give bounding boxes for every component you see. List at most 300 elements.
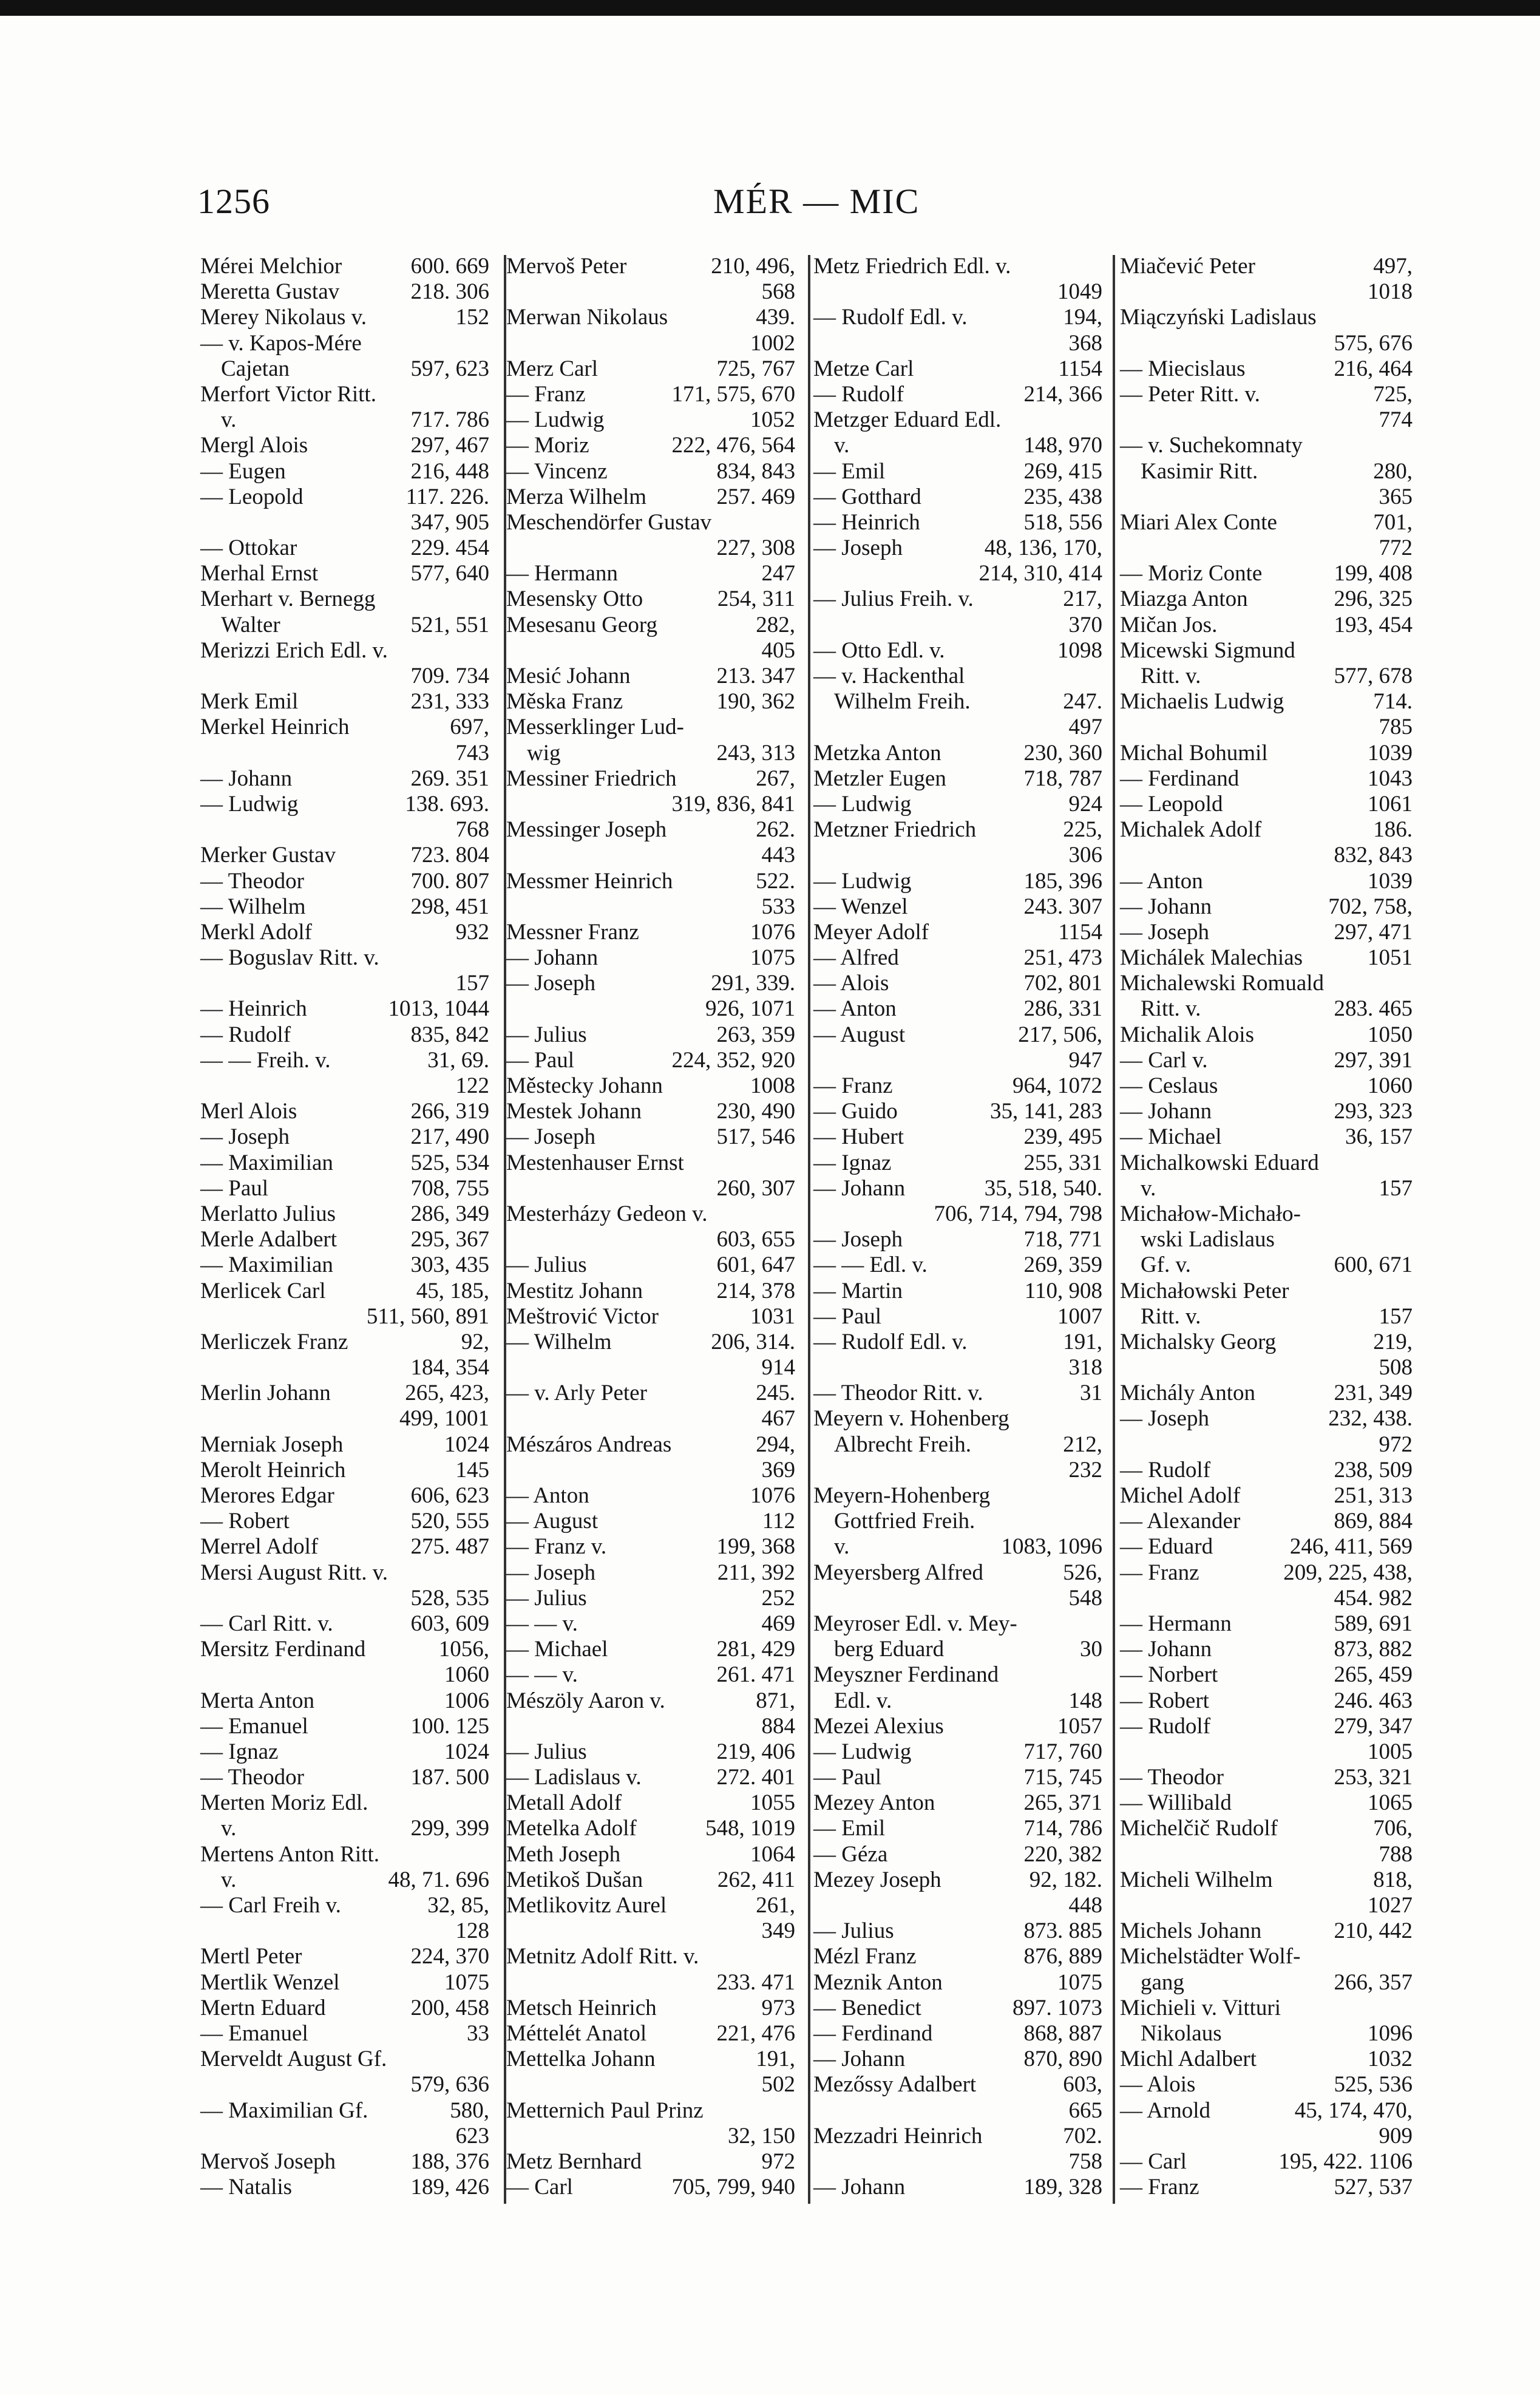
entry-name: Meyszner Ferdinand <box>813 1662 999 1688</box>
entry-name: — Johann <box>813 2047 906 2072</box>
entry-pages: 528, 535 <box>410 1585 489 1611</box>
entry-name: Meschendörfer Gustav <box>506 509 712 535</box>
index-entry <box>200 1688 489 1714</box>
index-entry <box>506 1099 795 1124</box>
index-entry-continuation <box>813 1893 1102 1918</box>
entry-name: Merrel Adolf <box>200 1534 319 1560</box>
index-entry-continuation <box>1120 1893 1413 1918</box>
entry-name: Meth Joseph <box>506 1841 621 1867</box>
entry-name: — Ottokar <box>200 535 297 561</box>
index-entry <box>1120 2021 1413 2047</box>
entry-pages: 1005 <box>1368 1739 1413 1764</box>
index-entry <box>200 484 489 510</box>
index-entry <box>813 2072 1102 2098</box>
index-entry <box>1120 996 1413 1022</box>
index-entry <box>200 1099 489 1124</box>
entry-pages: 577, 678 <box>1334 664 1413 688</box>
index-entry <box>813 920 1102 945</box>
entry-pages: 269. 351 <box>410 766 489 791</box>
index-entry <box>813 1714 1102 1739</box>
entry-pages: 725, 767 <box>716 356 795 381</box>
entry-name: Ritt. v. <box>1141 996 1201 1022</box>
entry-name: Merores Edgar <box>200 1483 334 1508</box>
index-entry <box>813 305 1102 330</box>
entry-name: Meznik Anton <box>813 1969 943 1995</box>
index-entry <box>813 1662 1102 1688</box>
entry-pages: 235, 438 <box>1023 484 1102 509</box>
index-entry <box>200 356 489 382</box>
entry-name: Merkel Heinrich <box>200 715 350 740</box>
entry-pages: 665 <box>1068 2098 1102 2123</box>
entry-name: Mersi August Ritt. v. <box>200 1560 388 1585</box>
index-entry <box>1120 1970 1413 1996</box>
entry-pages: 1083, 1096 <box>1001 1534 1102 1560</box>
index-entry <box>200 1842 489 1867</box>
index-entry <box>506 613 795 638</box>
entry-pages: 189, 328 <box>1023 2175 1102 2200</box>
entry-name: — Carl <box>506 2175 573 2200</box>
entry-name: — Joseph <box>1120 1406 1209 1432</box>
index-entry <box>813 945 1102 971</box>
entry-pages: 772 <box>1379 535 1413 561</box>
entry-name: Merhal Ernst <box>200 561 319 586</box>
index-entry-continuation <box>813 1048 1102 1073</box>
page-header: MÉR — MIC <box>713 182 920 221</box>
index-entry-continuation <box>506 894 795 920</box>
entry-pages: 210, 496, <box>711 254 795 279</box>
entry-pages: 188, 376 <box>410 2149 489 2174</box>
entry-pages: 508 <box>1379 1355 1413 1381</box>
index-entry <box>1120 1790 1413 1816</box>
entry-name: — Joseph <box>506 971 595 996</box>
entry-name: Mezei Alexius <box>813 1713 944 1739</box>
index-entry-continuation <box>506 1355 795 1381</box>
entry-pages: 247. <box>1063 689 1102 715</box>
entry-pages: 303, 435 <box>410 1252 489 1278</box>
entry-pages: 601, 647 <box>716 1252 795 1278</box>
entry-name: Merta Anton <box>200 1688 315 1713</box>
entry-name: Metikoš Dušan <box>506 1867 643 1892</box>
index-entry <box>1120 689 1413 715</box>
entry-pages: 924 <box>1068 791 1102 817</box>
entry-name: — v. Suchekomnaty <box>1120 433 1303 458</box>
entry-name: Meštrović Victor <box>506 1303 659 1329</box>
entry-name: — Johann <box>813 1175 906 1201</box>
entry-pages: 184, 354 <box>410 1355 489 1381</box>
entry-pages: 1008 <box>750 1073 795 1098</box>
entry-pages: 233. 471 <box>716 1969 795 1995</box>
index-entry-continuation <box>506 279 795 305</box>
index-entry-continuation <box>200 1355 489 1381</box>
entry-pages: 230, 490 <box>716 1099 795 1124</box>
entry-name: Metzner Friedrich <box>813 817 977 843</box>
entry-pages: 1051 <box>1368 945 1413 971</box>
index-entry <box>813 971 1102 996</box>
index-entry <box>813 1279 1102 1304</box>
entry-name: — Johann <box>200 766 293 791</box>
entry-name: Michelstädter Wolf- <box>1120 1944 1301 1969</box>
entry-pages: 191, <box>756 2047 795 2072</box>
entry-pages: 200, 458 <box>410 1995 489 2020</box>
entry-name: Městecky Johann <box>506 1073 663 1098</box>
index-entry <box>200 1048 489 1073</box>
entry-name: Michelčič Rudolf <box>1120 1816 1278 1841</box>
entry-pages: 368 <box>1068 330 1102 356</box>
index-entry <box>813 638 1102 664</box>
index-entry <box>506 1996 795 2021</box>
entry-name: Kasimir Ritt. <box>1141 458 1258 484</box>
index-entry <box>200 433 489 458</box>
entry-name: — v. Arly Peter <box>506 1381 647 1406</box>
entry-pages: 603, 655 <box>716 1227 795 1252</box>
index-entry <box>813 1176 1102 1201</box>
entry-pages: 299, 399 <box>410 1816 489 1841</box>
entry-pages: 298, 451 <box>410 894 489 919</box>
entry-name: — Rudolf <box>813 381 904 407</box>
index-entry <box>813 407 1102 433</box>
index-entry <box>506 1867 795 1893</box>
entry-name: Messiner Friedrich <box>506 766 677 791</box>
index-entry-continuation <box>506 535 795 561</box>
index-entry-continuation <box>813 2098 1102 2124</box>
index-entry <box>200 869 489 894</box>
index-entry <box>1120 561 1413 586</box>
index-entry <box>200 1483 489 1509</box>
index-entry <box>200 1458 489 1483</box>
index-entry-continuation <box>1120 1586 1413 1611</box>
index-entry-continuation <box>1120 1842 1413 1867</box>
index-entry-continuation <box>506 792 795 817</box>
entry-pages: 251, 473 <box>1023 945 1102 971</box>
entry-pages: 589, 691 <box>1334 1611 1413 1636</box>
index-entry-continuation <box>813 613 1102 638</box>
entry-name: Meretta Gustav <box>200 279 340 305</box>
entry-pages: 243. 307 <box>1023 894 1102 919</box>
index-entry <box>1120 1252 1413 1278</box>
entry-name: Edl. v. <box>834 1688 892 1713</box>
entry-pages: 708, 755 <box>410 1175 489 1201</box>
index-entry-continuation <box>813 2149 1102 2175</box>
entry-pages: 266, 319 <box>410 1099 489 1124</box>
index-entry <box>200 1176 489 1201</box>
entry-name: Michalek Adolf <box>1120 817 1262 843</box>
index-entry <box>1120 613 1413 638</box>
entry-name: wski Ladislaus <box>1141 1227 1275 1252</box>
entry-name: Messinger Joseph <box>506 817 667 843</box>
index-entry <box>506 1509 795 1534</box>
index-entry-continuation <box>1120 279 1413 305</box>
entry-pages: 128 <box>455 1918 489 1944</box>
entry-pages: 238, 509 <box>1334 1457 1413 1483</box>
entry-pages: 1050 <box>1368 1022 1413 1047</box>
entry-pages: 224, 370 <box>410 1944 489 1969</box>
index-entry <box>506 254 795 279</box>
entry-name: Metnitz Adolf Ritt. v. <box>506 1944 699 1969</box>
index-entry <box>200 920 489 945</box>
index-entry <box>506 689 795 715</box>
index-entry <box>813 1918 1102 1944</box>
entry-name: — Hermann <box>506 561 618 586</box>
entry-name: — Ferdinand <box>1120 766 1240 791</box>
index-entry <box>1120 1099 1413 1124</box>
entry-pages: 700. 807 <box>410 868 489 894</box>
entry-pages: 100. 125 <box>410 1713 489 1739</box>
index-entry <box>506 664 795 689</box>
index-entry-continuation <box>506 638 795 664</box>
index-entry <box>506 2098 795 2124</box>
index-entry <box>813 1406 1102 1432</box>
entry-pages: 1055 <box>750 1790 795 1816</box>
index-entry-continuation <box>200 1662 489 1688</box>
entry-pages: 251, 313 <box>1334 1483 1413 1508</box>
entry-pages: 32, 150 <box>728 2123 795 2149</box>
index-entry <box>1120 1458 1413 1483</box>
index-entry <box>1120 1483 1413 1509</box>
entry-name: v. <box>221 1816 237 1841</box>
index-entry <box>1120 1996 1413 2021</box>
entry-pages: 600. 669 <box>410 254 489 279</box>
entry-name: Metsch Heinrich <box>506 1995 657 2020</box>
index-entry <box>506 1432 795 1458</box>
entry-pages: 152 <box>455 305 489 330</box>
entry-name: — v. Kapos-Mére <box>200 330 362 356</box>
entry-name: Metternich Paul Prinz <box>506 2098 704 2123</box>
entry-pages: 580, <box>450 2098 489 2123</box>
index-entry <box>200 1381 489 1406</box>
index-entry-continuation <box>1120 535 1413 561</box>
entry-pages: 725, <box>1373 381 1413 407</box>
index-entry <box>1120 1201 1413 1227</box>
entry-pages: 286, 331 <box>1023 996 1102 1022</box>
index-entry <box>813 1073 1102 1099</box>
entry-name: — Alois <box>813 971 889 996</box>
index-entry <box>1120 1022 1413 1048</box>
entry-name: — Anton <box>813 996 897 1022</box>
entry-pages: 714. <box>1373 689 1413 715</box>
index-entry-continuation <box>200 1586 489 1611</box>
entry-pages: 211, 392 <box>717 1560 795 1585</box>
index-entry <box>1120 1048 1413 1073</box>
entry-name: — August <box>506 1509 599 1534</box>
index-entry <box>813 1944 1102 1969</box>
entry-name: Mestitz Johann <box>506 1278 643 1303</box>
index-entry <box>506 1688 795 1714</box>
index-entry <box>813 1765 1102 1790</box>
index-entry <box>813 2124 1102 2149</box>
entry-name: Mérei Melchior <box>200 254 342 279</box>
entry-pages: 112 <box>762 1509 795 1534</box>
index-entry-continuation <box>1120 715 1413 740</box>
index-entry <box>1120 817 1413 843</box>
index-entry <box>813 1560 1102 1586</box>
index-entry <box>1120 1304 1413 1330</box>
entry-name: — Ladislaus v. <box>506 1765 642 1790</box>
entry-pages: 122 <box>455 1073 489 1098</box>
entry-name: — — Freih. v. <box>200 1047 331 1073</box>
index-entry <box>506 971 795 996</box>
index-entry <box>506 484 795 510</box>
entry-pages: 497, <box>1373 254 1413 279</box>
entry-pages: 1076 <box>750 1483 795 1508</box>
entry-pages: 199, 408 <box>1334 561 1413 586</box>
entry-name: Merlatto Julius <box>200 1201 336 1226</box>
entry-pages: 869, 884 <box>1334 1509 1413 1534</box>
entry-name: — Willibald <box>1120 1790 1232 1816</box>
index-entry <box>1120 1509 1413 1534</box>
index-entry <box>506 766 795 792</box>
entry-pages: 216, 464 <box>1334 356 1413 381</box>
index-entry <box>1120 971 1413 996</box>
index-entry-continuation <box>813 1586 1102 1611</box>
entry-pages: 35, 518, 540. <box>984 1175 1102 1201</box>
entry-name: — Johann <box>1120 1637 1212 1662</box>
entry-pages: 884 <box>761 1713 795 1739</box>
entry-pages: 286, 349 <box>410 1201 489 1226</box>
index-entry <box>200 766 489 792</box>
index-entry <box>200 305 489 330</box>
entry-pages: 318 <box>1068 1355 1102 1381</box>
entry-name: — Ignaz <box>200 1739 279 1764</box>
entry-name: Merwan Nikolaus <box>506 305 668 330</box>
index-entry <box>506 1637 795 1662</box>
entry-pages: 229. 454 <box>410 535 489 561</box>
entry-name: Michálek Malechias <box>1120 945 1303 971</box>
entry-name: — Joseph <box>813 1227 903 1252</box>
entry-pages: 92, 182. <box>1029 1867 1102 1892</box>
entry-name: — Paul <box>813 1303 882 1329</box>
entry-name: Metall Adolf <box>506 1790 622 1816</box>
entry-name: Méttelét Anatol <box>506 2020 647 2046</box>
index-entry <box>506 1022 795 1048</box>
entry-pages: 194, <box>1063 305 1102 330</box>
index-entry <box>813 1304 1102 1330</box>
entry-name: Mezey Joseph <box>813 1867 941 1892</box>
entry-pages: 947 <box>1068 1047 1102 1073</box>
index-entry <box>506 1252 795 1278</box>
index-entry <box>813 535 1102 561</box>
entry-name: — Paul <box>506 1047 575 1073</box>
entry-name: — Heinrich <box>813 509 920 535</box>
index-entry-continuation <box>1120 484 1413 510</box>
entry-pages: 579, 636 <box>410 2072 489 2098</box>
entry-name: — Benedict <box>813 1995 921 2020</box>
entry-pages: 222, 476, 564 <box>671 433 795 458</box>
entry-pages: 191, <box>1063 1329 1102 1354</box>
entry-pages: 469 <box>761 1611 795 1636</box>
index-entry <box>1120 254 1413 279</box>
entry-name: — Julius <box>813 1918 894 1944</box>
index-entry <box>813 433 1102 458</box>
entry-name: — Arnold <box>1120 2098 1211 2123</box>
index-entry-continuation <box>1120 1355 1413 1381</box>
index-entry <box>506 1201 795 1227</box>
index-entry-continuation <box>200 1304 489 1330</box>
entry-pages: 252 <box>761 1585 795 1611</box>
entry-pages: 31, 69. <box>427 1047 489 1073</box>
entry-name: Metzler Eugen <box>813 766 946 791</box>
entry-name: Merveldt August Gf. <box>200 2047 387 2072</box>
entry-pages: 718, 771 <box>1023 1227 1102 1252</box>
entry-name: Mettelka Johann <box>506 2047 656 2072</box>
entry-name: — Johann <box>813 2175 906 2200</box>
entry-name: v. <box>834 1534 850 1560</box>
index-entry <box>813 1842 1102 1867</box>
entry-pages: 266, 357 <box>1334 1969 1413 1995</box>
entry-pages: 520, 555 <box>410 1509 489 1534</box>
entry-pages: 972 <box>1379 1432 1413 1457</box>
entry-pages: 369 <box>761 1457 795 1483</box>
index-entry <box>813 766 1102 792</box>
index-entry <box>506 1304 795 1330</box>
entry-pages: 138. 693. <box>405 791 489 817</box>
index-entry <box>1120 459 1413 484</box>
index-entry <box>1120 920 1413 945</box>
entry-name: — Emil <box>813 1816 886 1841</box>
entry-name: Miazga Anton <box>1120 586 1248 612</box>
index-entry <box>200 459 489 484</box>
entry-pages: 246, 411, 569 <box>1289 1534 1413 1560</box>
entry-pages: 295, 367 <box>410 1227 489 1252</box>
entry-pages: 272. 401 <box>716 1765 795 1790</box>
entry-pages: 709. 734 <box>410 664 489 688</box>
entry-pages: 216, 448 <box>410 458 489 484</box>
entry-name: — Theodor Ritt. v. <box>813 1381 983 1406</box>
entry-pages: 214, 378 <box>716 1278 795 1303</box>
entry-pages: 1057 <box>1057 1713 1102 1739</box>
entry-name: — Moriz <box>506 433 589 458</box>
entry-name: — Julius <box>506 1022 587 1047</box>
entry-pages: 185, 396 <box>1023 868 1102 894</box>
index-entry <box>506 561 795 586</box>
entry-name: Michieli v. Vitturi <box>1120 1995 1281 2020</box>
index-entry <box>200 1201 489 1227</box>
entry-pages: 1024 <box>444 1432 489 1457</box>
index-entry <box>200 1124 489 1150</box>
entry-name: — Maximilian <box>200 1150 333 1175</box>
index-entry <box>200 613 489 638</box>
entry-pages: 232, 438. <box>1328 1406 1413 1432</box>
entry-pages: 45, 185, <box>416 1278 489 1303</box>
entry-pages: 1096 <box>1368 2020 1413 2046</box>
entry-pages: 758 <box>1068 2149 1102 2174</box>
entry-pages: 909 <box>1379 2123 1413 2149</box>
entry-pages: 171, 575, 670 <box>671 381 795 407</box>
entry-pages: 701, <box>1373 509 1413 535</box>
entry-name: Merolt Heinrich <box>200 1457 346 1483</box>
entry-pages: 714, 786 <box>1023 1816 1102 1841</box>
index-entry <box>200 1022 489 1048</box>
index-entry <box>1120 1867 1413 1893</box>
entry-pages: 267, <box>756 766 795 791</box>
entry-name: — Otto Edl. v. <box>813 637 945 663</box>
entry-name: — Maximilian Gf. <box>200 2098 368 2123</box>
entry-pages: 246. 463 <box>1334 1688 1413 1713</box>
entry-name: — Rudolf <box>200 1022 291 1047</box>
index-entry-continuation <box>813 279 1102 305</box>
entry-pages: 521, 551 <box>410 612 489 637</box>
index-entry <box>200 331 489 356</box>
entry-name: — Julius <box>506 1739 587 1764</box>
entry-pages: 964, 1072 <box>1013 1073 1102 1098</box>
entry-pages: 743 <box>455 740 489 766</box>
index-entry <box>200 996 489 1022</box>
index-entry <box>813 1432 1102 1458</box>
entry-pages: 261, <box>756 1893 795 1918</box>
entry-name: — Ludwig <box>813 791 912 817</box>
entry-pages: 873, 882 <box>1334 1637 1413 1662</box>
index-entry-continuation <box>506 2124 795 2149</box>
entry-pages: 349 <box>761 1918 795 1944</box>
